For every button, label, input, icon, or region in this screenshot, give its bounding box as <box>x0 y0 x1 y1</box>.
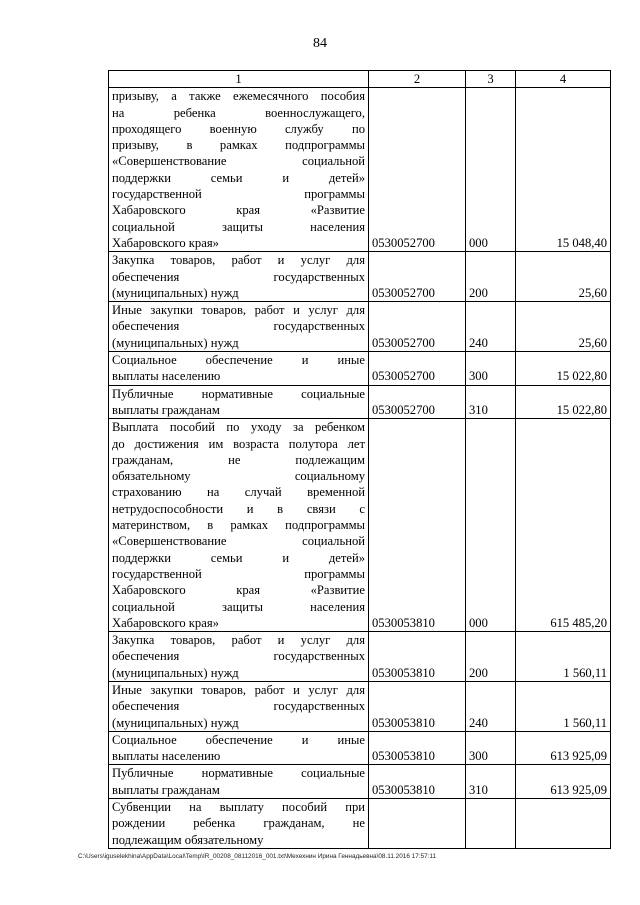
row-amount: 15 048,40 <box>516 88 611 252</box>
row-amount: 25,60 <box>516 252 611 302</box>
description-line: Хабаровского края «Развитие <box>112 203 365 218</box>
description-line: подлежащим обязательному <box>112 832 264 847</box>
row-target-code: 0530052700 <box>369 302 466 352</box>
row-amount: 1 560,11 <box>516 681 611 731</box>
table-row <box>109 632 611 682</box>
table-row <box>109 88 611 252</box>
description-line: (муниципальных) нужд <box>112 665 239 680</box>
description-line: Закупка товаров, работ и услуг для <box>112 253 365 268</box>
description-line: обеспечения государственных <box>112 269 365 284</box>
description-line: на ребенка военнослужащего, <box>112 105 365 120</box>
row-target-code: 0530052700 <box>369 252 466 302</box>
row-amount: 25,60 <box>516 302 611 352</box>
row-description <box>109 765 369 799</box>
row-expense-type: 240 <box>466 302 516 352</box>
description-line: Хабаровского края» <box>112 615 219 630</box>
row-amount: 613 925,09 <box>516 765 611 799</box>
description-line: государственной программы <box>112 566 365 581</box>
row-description <box>109 799 369 849</box>
row-expense-type <box>466 799 516 849</box>
description-line: выплаты населению <box>112 369 221 384</box>
description-line: социальной защиты населения <box>112 219 365 234</box>
header-row <box>109 71 611 88</box>
row-target-code: 0530053810 <box>369 632 466 682</box>
description-line: Социальное обеспечение и иные <box>112 732 365 747</box>
description-line: страхованию на случай временной <box>112 485 365 500</box>
table-row <box>109 731 611 765</box>
row-expense-type: 200 <box>466 632 516 682</box>
description-line: Хабаровского края «Развитие <box>112 583 365 598</box>
row-expense-type: 240 <box>466 681 516 731</box>
description-line: (муниципальных) нужд <box>112 285 239 300</box>
table-row <box>109 352 611 386</box>
description-line: (муниципальных) нужд <box>112 335 239 350</box>
description-line: рождении ребенка гражданам, не <box>112 816 365 831</box>
description-line: «Совершенствование социальной <box>112 154 365 169</box>
description-line: Субвенции на выплату пособий при <box>112 800 365 815</box>
description-line: Публичные нормативные социальные <box>112 386 365 401</box>
row-amount: 15 022,80 <box>516 352 611 386</box>
row-target-code: 0530052700 <box>369 385 466 419</box>
row-amount: 615 485,20 <box>516 419 611 632</box>
table-row <box>109 681 611 731</box>
table-row <box>109 799 611 849</box>
row-description <box>109 681 369 731</box>
row-expense-type: 000 <box>466 419 516 632</box>
description-line: обеспечения государственных <box>112 699 365 714</box>
row-expense-type: 310 <box>466 765 516 799</box>
table-row <box>109 765 611 799</box>
header-col-3: 3 <box>466 71 516 88</box>
description-line: Выплата пособий по уходу за ребенком <box>112 420 365 435</box>
budget-table <box>108 70 611 849</box>
header-col-2: 2 <box>369 71 466 88</box>
row-description <box>109 302 369 352</box>
row-target-code: 0530052700 <box>369 352 466 386</box>
description-line: Иные закупки товаров, работ и услуг для <box>112 682 365 697</box>
table-row <box>109 419 611 632</box>
row-target-code <box>369 799 466 849</box>
row-description <box>109 352 369 386</box>
file-path-footer: C:\Users\iguselekhina\AppData\Local\Temp\IR_00208_08112016_001.txt\Мехехнин Ирина Геннадьевна\08.11.2016 17:57:11 <box>78 853 437 860</box>
description-line: проходящего военную службу по <box>112 121 365 136</box>
description-line: Публичные нормативные социальные <box>112 766 365 781</box>
header-col-1: 1 <box>109 71 369 88</box>
row-expense-type: 200 <box>466 252 516 302</box>
description-line: выплаты гражданам <box>112 782 220 797</box>
row-description <box>109 731 369 765</box>
row-amount <box>516 799 611 849</box>
row-description <box>109 632 369 682</box>
row-expense-type: 300 <box>466 731 516 765</box>
row-expense-type: 300 <box>466 352 516 386</box>
row-description <box>109 385 369 419</box>
description-line: Хабаровского края» <box>112 235 219 250</box>
table-row <box>109 385 611 419</box>
row-description <box>109 419 369 632</box>
description-line: Социальное обеспечение и иные <box>112 353 365 368</box>
description-line: нетрудоспособности и в связи с <box>112 501 365 516</box>
page-number: 84 <box>313 36 327 51</box>
row-target-code: 0530052700 <box>369 88 466 252</box>
row-description <box>109 88 369 252</box>
row-expense-type: 000 <box>466 88 516 252</box>
row-target-code: 0530053810 <box>369 419 466 632</box>
description-line: (муниципальных) нужд <box>112 715 239 730</box>
row-expense-type: 310 <box>466 385 516 419</box>
description-line: социальной защиты населения <box>112 599 365 614</box>
description-line: Закупка товаров, работ и услуг для <box>112 633 365 648</box>
row-target-code: 0530053810 <box>369 765 466 799</box>
description-line: материнством, в рамках подпрограммы <box>112 518 365 533</box>
description-line: призыву, в рамках подпрограммы <box>112 138 365 153</box>
row-target-code: 0530053810 <box>369 731 466 765</box>
description-line: до достижения им возраста полутора лет <box>112 436 365 451</box>
row-target-code: 0530053810 <box>369 681 466 731</box>
description-line: поддержки семьи и детей» <box>112 550 365 565</box>
row-description <box>109 252 369 302</box>
description-line: призыву, а также ежемесячного пособия <box>112 89 365 104</box>
description-line: обязательному социальному <box>112 469 365 484</box>
table-row <box>109 252 611 302</box>
description-line: Иные закупки товаров, работ и услуг для <box>112 303 365 318</box>
table-row <box>109 302 611 352</box>
description-line: гражданам, не подлежащим <box>112 452 365 467</box>
description-line: обеспечения государственных <box>112 649 365 664</box>
description-line: поддержки семьи и детей» <box>112 170 365 185</box>
description-line: выплаты населению <box>112 749 221 764</box>
description-line: выплаты гражданам <box>112 402 220 417</box>
description-line: государственной программы <box>112 187 365 202</box>
row-amount: 1 560,11 <box>516 632 611 682</box>
description-line: «Совершенствование социальной <box>112 534 365 549</box>
header-col-4: 4 <box>516 71 611 88</box>
row-amount: 613 925,09 <box>516 731 611 765</box>
description-line: обеспечения государственных <box>112 319 365 334</box>
row-amount: 15 022,80 <box>516 385 611 419</box>
